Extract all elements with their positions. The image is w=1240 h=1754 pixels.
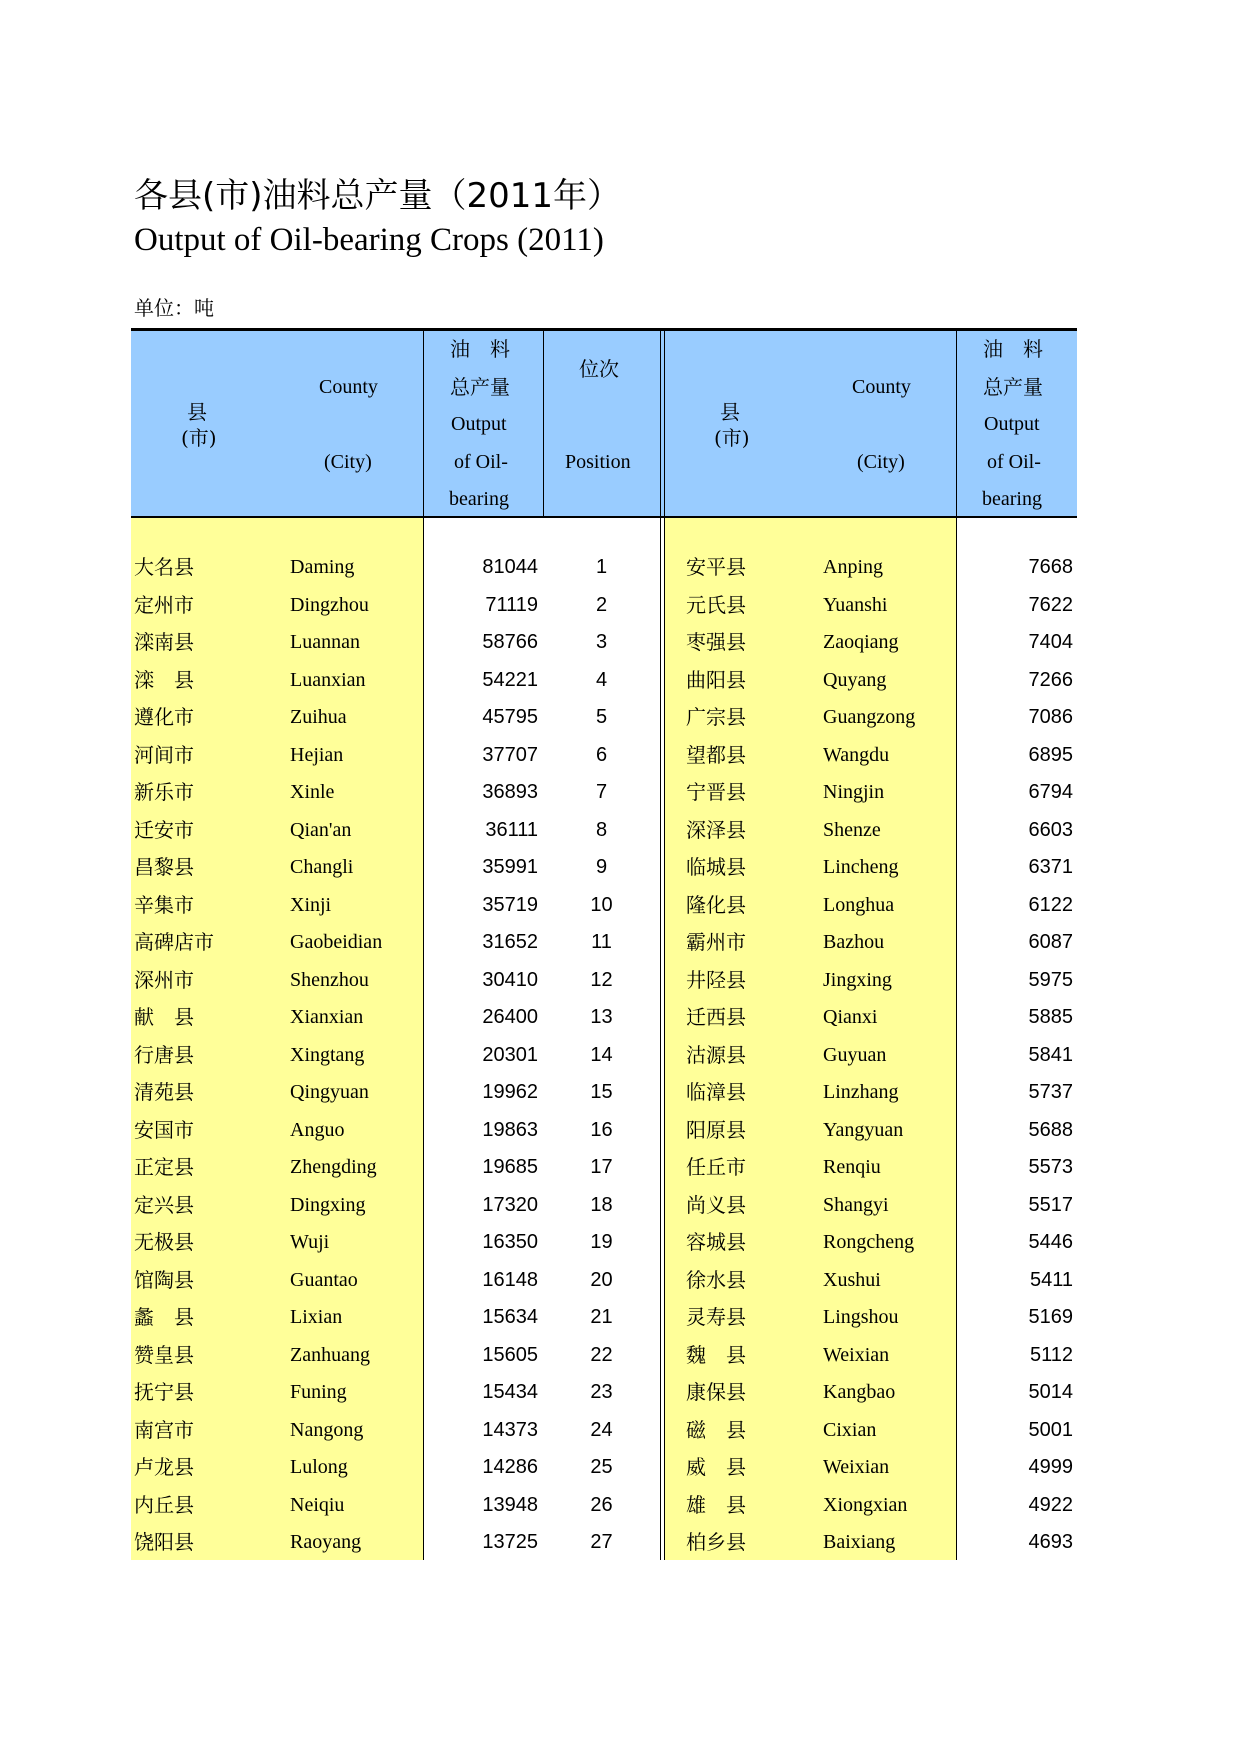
oil-output-value-right: 5688 (1028, 1118, 1073, 1141)
county-name-en: Gaobeidian (290, 931, 383, 953)
oil-output-value: 15434 (482, 1381, 538, 1403)
oil-output-value: 81044 (482, 556, 538, 578)
county-name-en-right: Zaoqiang (823, 631, 899, 653)
county-name-en-right: Rongcheng (823, 1231, 915, 1253)
oil-output-value-right: 5841 (1028, 1043, 1073, 1066)
county-name-cn: 昌黎县 (134, 855, 194, 879)
oil-output-value-right: 5517 (1028, 1193, 1073, 1216)
oil-output-value-right: 7622 (1028, 593, 1073, 616)
oil-output-value: 71119 (485, 593, 538, 616)
county-name-cn: 安国市 (134, 1117, 194, 1142)
county-name-cn: 馆陶县 (134, 1267, 194, 1292)
county-name-cn-right: 隆化县 (686, 892, 746, 917)
county-name-cn: 清苑县 (134, 1080, 194, 1104)
county-name-en-right: Ningjin (823, 781, 885, 803)
table-row (131, 1149, 1077, 1187)
county-name-en-right: Lincheng (823, 856, 899, 878)
county-name-en: Shenzhou (290, 968, 369, 991)
county-name-en: Guantao (290, 1268, 358, 1291)
oil-output-value: 14373 (482, 1418, 538, 1441)
table-row (131, 1524, 1077, 1562)
county-name-cn-right: 徐水县 (686, 1267, 746, 1292)
table-row (131, 587, 1077, 625)
table-header (131, 328, 1077, 518)
county-name-cn: 抚宁县 (134, 1380, 194, 1404)
county-name-cn: 滦南县 (134, 630, 194, 654)
county-name-en: Luannan (290, 631, 360, 653)
county-name-cn: 河间市 (134, 742, 194, 767)
county-name-cn-right: 枣强县 (686, 630, 746, 654)
county-name-cn-right: 任丘市 (686, 1155, 746, 1179)
county-name-cn-right: 魏 县 (686, 1342, 746, 1367)
county-name-en: Hejian (290, 743, 344, 766)
table-row (131, 887, 1077, 925)
county-name-en: Anguo (290, 1118, 345, 1141)
oil-output-value-right: 6603 (1028, 818, 1073, 841)
county-name-cn: 新乐市 (134, 780, 194, 804)
county-name-cn-right: 临城县 (686, 855, 746, 879)
county-name-en: Zanhuang (290, 1343, 370, 1366)
county-name-cn: 滦 县 (134, 667, 194, 692)
position-value: 2 (595, 593, 608, 616)
county-name-en-right: Linzhang (823, 1081, 899, 1103)
oil-output-value-right: 5411 (1029, 1268, 1073, 1291)
county-name-cn: 正定县 (134, 1155, 194, 1179)
county-name-en: Changli (290, 856, 354, 878)
table-row (131, 1112, 1077, 1150)
header-output-en-1-right: Output (984, 413, 1040, 435)
oil-output-value: 26400 (482, 1006, 538, 1028)
oil-output-value: 19863 (482, 1118, 538, 1141)
county-name-cn: 高碑店市 (134, 930, 214, 954)
position-value: 10 (590, 893, 613, 916)
table-row (131, 774, 1077, 812)
header-output-cn-1: 油 料 (450, 337, 510, 361)
position-value: 5 (595, 706, 608, 728)
table-row (131, 962, 1077, 1000)
table-row (131, 549, 1077, 587)
oil-output-value: 35991 (482, 856, 538, 878)
county-name-cn: 迁安市 (134, 817, 194, 842)
position-value: 17 (590, 1156, 613, 1178)
county-name-en: Xinle (290, 781, 335, 803)
county-name-cn-right: 深泽县 (686, 817, 746, 842)
table-row (131, 1299, 1077, 1337)
position-value: 7 (595, 781, 608, 803)
table-row (131, 1374, 1077, 1412)
oil-output-value: 15634 (482, 1306, 538, 1328)
table-row (131, 624, 1077, 662)
header-county-en-right: County (852, 376, 911, 398)
county-name-en: Lixian (290, 1306, 343, 1328)
oil-output-value-right: 5885 (1028, 1006, 1073, 1028)
position-value: 21 (590, 1306, 613, 1328)
county-name-cn: 献 县 (134, 1005, 194, 1029)
position-value: 15 (590, 1081, 613, 1103)
position-value: 1 (595, 556, 608, 578)
county-name-cn: 内丘县 (134, 1492, 194, 1517)
oil-output-value: 16148 (482, 1268, 538, 1291)
county-name-cn-right: 磁 县 (686, 1417, 746, 1442)
county-name-en-right: Baixiang (823, 1531, 896, 1553)
county-name-en-right: Longhua (823, 893, 895, 916)
position-value: 3 (595, 631, 608, 653)
header-county-cn: 县 (市) (181, 400, 217, 450)
page-title-en: Output of Oil-bearing Crops (2011) (134, 222, 604, 258)
county-name-cn-right: 元氏县 (686, 592, 746, 617)
county-name-en-right: Xiongxian (823, 1493, 908, 1516)
header-output-en-3: bearing (449, 488, 509, 510)
table-row (131, 1337, 1077, 1375)
county-name-en-right: Guyuan (823, 1043, 887, 1066)
oil-output-value-right: 7404 (1028, 631, 1073, 653)
oil-output-value: 14286 (482, 1456, 538, 1478)
county-name-en-right: Kangbao (823, 1381, 896, 1403)
position-value: 11 (591, 931, 612, 953)
county-name-cn-right: 曲阳县 (686, 667, 746, 692)
county-name-cn-right: 雄 县 (686, 1492, 746, 1517)
county-name-cn-right: 康保县 (686, 1380, 746, 1404)
county-name-en: Zhengding (290, 1156, 377, 1178)
header-output-en-2: of Oil- (454, 451, 508, 473)
header-output-cn-1-right: 油 料 (983, 337, 1043, 361)
county-name-en-right: Guangzong (823, 706, 916, 728)
county-name-en-right: Renqiu (823, 1156, 881, 1178)
oil-output-value: 36111 (485, 818, 538, 841)
oil-output-value-right: 5975 (1028, 968, 1073, 991)
position-value: 12 (590, 968, 613, 991)
oil-output-value-right: 6122 (1028, 893, 1073, 916)
county-name-cn-right: 迁西县 (686, 1005, 746, 1029)
county-name-cn: 深州市 (134, 967, 194, 992)
county-name-en-right: Shangyi (823, 1193, 889, 1216)
oil-output-value: 36893 (482, 781, 538, 803)
table-row (131, 737, 1077, 775)
position-value: 9 (595, 856, 608, 878)
oil-output-value-right: 5446 (1028, 1231, 1073, 1253)
county-name-en: Xianxian (290, 1006, 364, 1028)
county-name-en-right: Yuanshi (823, 593, 888, 616)
county-name-en: Dingzhou (290, 593, 369, 616)
header-city-en: (City) (324, 451, 372, 473)
divider (543, 328, 544, 518)
table-row (131, 924, 1077, 962)
county-name-en: Funing (290, 1381, 347, 1403)
county-name-en: Luanxian (290, 668, 366, 691)
oil-output-value: 15605 (482, 1343, 538, 1366)
county-name-cn-right: 临漳县 (686, 1080, 746, 1104)
county-name-cn: 行唐县 (134, 1042, 194, 1067)
county-name-en: Nangong (290, 1418, 364, 1441)
position-value: 24 (590, 1418, 613, 1441)
county-name-cn-right: 沽源县 (686, 1042, 746, 1067)
header-county-en: County (319, 376, 378, 398)
county-name-en: Wuji (290, 1231, 330, 1253)
county-name-cn-right: 宁晋县 (686, 780, 746, 804)
table-row (131, 1487, 1077, 1525)
oil-output-value-right: 6087 (1028, 931, 1073, 953)
table-row (131, 699, 1077, 737)
county-name-en-right: Shenze (823, 818, 881, 841)
oil-output-value: 31652 (482, 931, 538, 953)
table-row (131, 1262, 1077, 1300)
table-row (131, 1412, 1077, 1450)
county-name-en-right: Weixian (823, 1343, 890, 1366)
table-row (131, 999, 1077, 1037)
county-name-en: Xinji (290, 893, 332, 916)
oil-output-value-right: 6794 (1028, 781, 1073, 803)
county-name-en: Daming (290, 556, 355, 578)
county-name-en: Zuihua (290, 706, 347, 728)
header-position-cn: 位次 (579, 357, 619, 381)
county-name-en: Dingxing (290, 1193, 366, 1216)
position-value: 14 (590, 1043, 613, 1066)
county-name-cn-right: 霸州市 (686, 930, 746, 954)
position-value: 23 (590, 1381, 613, 1403)
county-name-en: Xingtang (290, 1043, 365, 1066)
table-row (131, 1187, 1077, 1225)
position-value: 18 (590, 1193, 613, 1216)
table-row (131, 1224, 1077, 1262)
header-position-en: Position (565, 451, 631, 473)
county-name-en: Qian'an (290, 818, 352, 841)
county-name-cn-right: 阳原县 (686, 1117, 746, 1142)
county-name-en-right: Xushui (823, 1268, 881, 1291)
oil-output-value: 13948 (482, 1493, 538, 1516)
table-row (131, 1037, 1077, 1075)
county-name-cn-right: 广宗县 (686, 705, 746, 729)
unit-label: 单位：吨 (134, 296, 214, 320)
county-name-cn: 遵化市 (134, 705, 194, 729)
oil-output-value-right: 5169 (1028, 1306, 1073, 1328)
county-name-en-right: Lingshou (823, 1306, 899, 1328)
oil-output-value: 19685 (482, 1156, 538, 1178)
position-value: 13 (590, 1006, 613, 1028)
county-name-cn: 定州市 (134, 592, 194, 617)
county-name-cn: 大名县 (134, 555, 194, 579)
oil-output-value-right: 7086 (1028, 706, 1073, 728)
county-name-en-right: Quyang (823, 668, 887, 691)
header-output-en-2-right: of Oil- (987, 451, 1041, 473)
county-name-cn: 卢龙县 (134, 1455, 194, 1479)
county-name-cn-right: 尚义县 (686, 1192, 746, 1217)
header-output-cn-2: 总产量 (450, 375, 510, 399)
oil-output-value: 19962 (482, 1081, 538, 1103)
oil-output-value-right: 5737 (1028, 1081, 1073, 1103)
county-name-cn: 蠡 县 (134, 1305, 194, 1329)
county-name-cn-right: 威 县 (686, 1455, 746, 1479)
oil-output-value-right: 5112 (1029, 1343, 1073, 1366)
oil-output-value: 35719 (482, 893, 538, 916)
county-name-cn-right: 容城县 (686, 1230, 746, 1254)
oil-output-value-right: 4693 (1028, 1531, 1073, 1553)
oil-output-value-right: 5014 (1028, 1381, 1073, 1403)
county-name-cn: 定兴县 (134, 1192, 194, 1217)
county-name-en-right: Bazhou (823, 931, 885, 953)
header-output-cn-2-right: 总产量 (983, 375, 1043, 399)
oil-output-value-right: 6371 (1028, 856, 1073, 878)
position-value: 6 (595, 743, 608, 766)
oil-output-value: 45795 (482, 706, 538, 728)
county-name-en: Neiqiu (290, 1493, 345, 1516)
oil-output-value-right: 7266 (1028, 668, 1073, 691)
position-value: 26 (590, 1493, 613, 1516)
oil-output-value: 37707 (482, 743, 538, 766)
position-value: 4 (595, 668, 608, 691)
county-name-cn: 饶阳县 (134, 1530, 194, 1554)
county-name-en: Raoyang (290, 1531, 362, 1553)
position-value: 19 (590, 1231, 613, 1253)
oil-output-value-right: 5573 (1028, 1156, 1073, 1178)
county-name-cn-right: 望都县 (686, 742, 746, 767)
position-value: 20 (590, 1268, 613, 1291)
county-name-cn-right: 井陉县 (686, 967, 746, 992)
position-value: 25 (590, 1456, 613, 1478)
county-name-en-right: Yangyuan (823, 1118, 904, 1141)
oil-output-value-right: 4999 (1028, 1456, 1073, 1478)
oil-output-value-right: 4922 (1028, 1493, 1073, 1516)
county-name-cn: 赞皇县 (134, 1342, 194, 1367)
header-output-en-1: Output (451, 413, 507, 435)
oil-output-value-right: 5001 (1028, 1418, 1073, 1441)
oil-output-value: 30410 (482, 968, 538, 991)
oil-output-value: 16350 (482, 1231, 538, 1253)
oil-output-value: 58766 (482, 631, 538, 653)
table-row (131, 662, 1077, 700)
county-name-cn-right: 柏乡县 (686, 1530, 746, 1554)
county-name-en-right: Wangdu (823, 743, 890, 766)
oil-output-value-right: 7668 (1028, 556, 1073, 578)
page-title-cn: 各县(市)油料总产量（2011年） (134, 176, 622, 216)
county-name-en-right: Jingxing (823, 968, 892, 991)
header-city-en-right: (City) (857, 451, 905, 473)
county-name-en: Qingyuan (290, 1081, 369, 1103)
position-value: 16 (590, 1118, 613, 1141)
county-name-cn: 辛集市 (134, 892, 194, 917)
oil-output-value-right: 6895 (1028, 743, 1073, 766)
position-value: 8 (595, 818, 608, 841)
table-row (131, 849, 1077, 887)
table-row (131, 1449, 1077, 1487)
county-name-cn-right: 灵寿县 (686, 1305, 746, 1329)
county-name-cn-right: 安平县 (686, 555, 746, 579)
position-value: 22 (590, 1343, 613, 1366)
oil-output-value: 17320 (482, 1193, 538, 1216)
county-name-cn: 南宫市 (134, 1417, 194, 1442)
oil-output-value: 54221 (482, 668, 538, 691)
position-value: 27 (590, 1531, 613, 1553)
oil-output-value: 20301 (482, 1043, 538, 1066)
oil-output-value: 13725 (482, 1531, 538, 1553)
county-name-en: Lulong (290, 1456, 348, 1478)
header-county-cn-right: 县 (市) (714, 400, 750, 450)
county-name-en-right: Anping (823, 556, 883, 578)
county-name-cn: 无极县 (134, 1230, 194, 1254)
county-name-en-right: Qianxi (823, 1006, 878, 1028)
table-row (131, 812, 1077, 850)
table-row (131, 1074, 1077, 1112)
county-name-en-right: Cixian (823, 1418, 877, 1441)
county-name-en-right: Weixian (823, 1456, 890, 1478)
header-output-en-3-right: bearing (982, 488, 1042, 510)
